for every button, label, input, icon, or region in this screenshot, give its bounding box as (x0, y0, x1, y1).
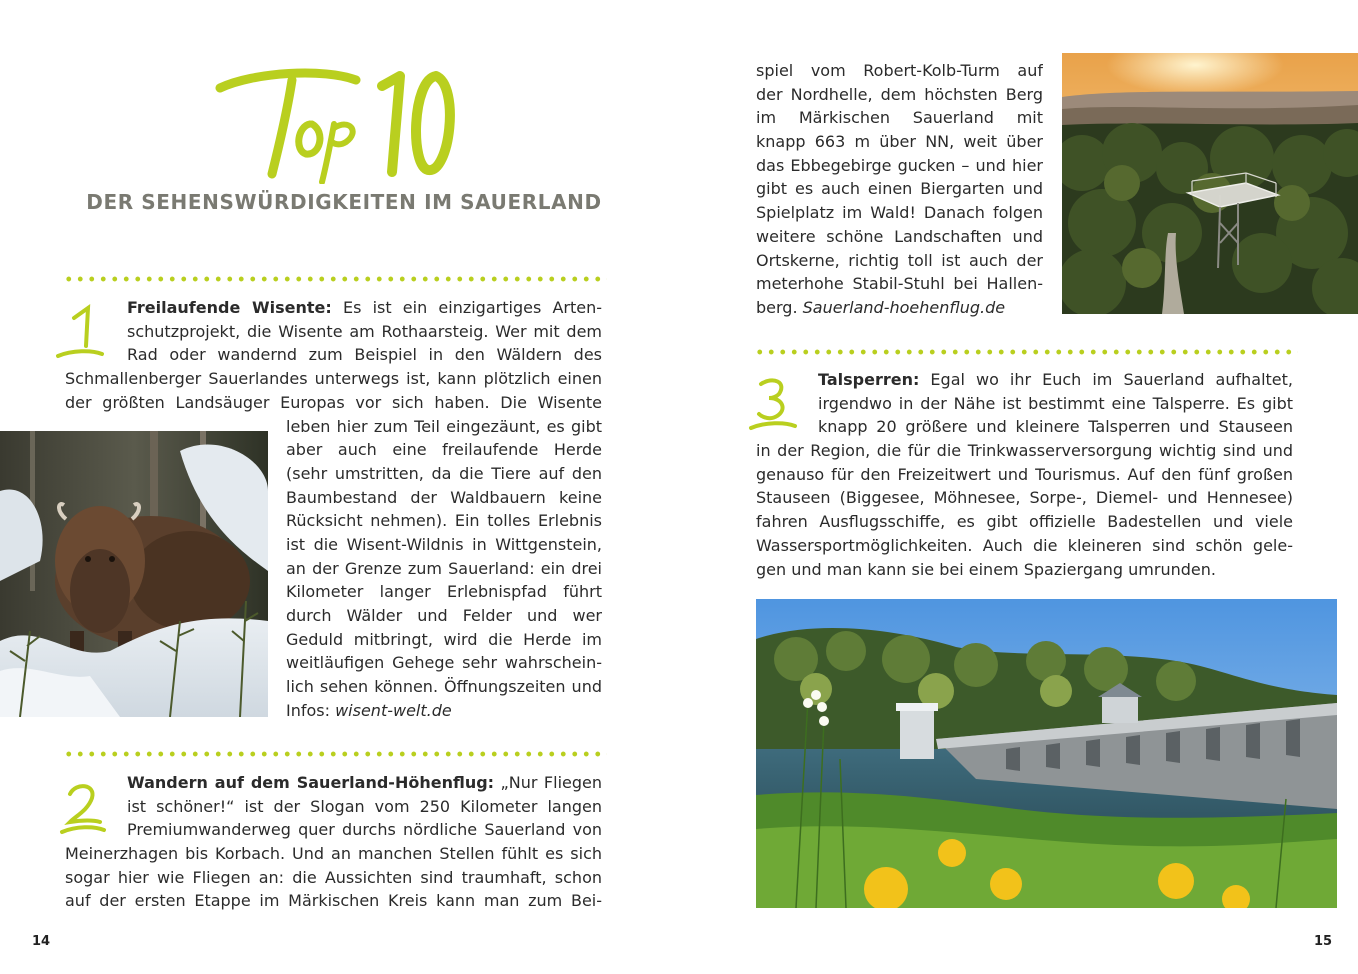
section-2-line: Spielplatz im Wald! Danach folgen (756, 203, 1043, 223)
section-3-line: fahren Ausflugsschiffe, es gibt offizielle Badestellen und viele (756, 512, 1293, 532)
section-1-line: ist die Wisent-Wildnis in Wittgenstein, (286, 534, 602, 554)
section-3-line: knapp 20 größere und kleinere Talsperren und Stauseen (818, 417, 1293, 437)
page-subtitle: DER SEHENSWÜRDIGKEITEN IM SAUERLAND (86, 190, 602, 214)
section-2-line: sogar hier wie Fliegen an: die Aussichten sind traumhaft, schon (65, 867, 602, 887)
section-2-line: das Ebbegebirge gucken – und hier (756, 155, 1043, 175)
section-1-line: schutzprojekt, die Wisente am Rothaarsteig. Wer mit dem (127, 321, 602, 341)
page-number-right: 15 (1314, 934, 1333, 949)
lookout-tower-photo (1062, 53, 1358, 314)
section-2-line: auf der ersten Etappe im Märkischen Kreis kann man zum Bei- (65, 891, 602, 911)
bison-photo (0, 431, 268, 717)
section-3-line: irgendwo in der Nähe ist bestimmt eine Talsperre. Es gibt (818, 393, 1293, 413)
right-page (679, 0, 1358, 974)
section-1-line: der größten Landsäuger Europas vor sich haben. Die Wisente (65, 392, 602, 412)
section-2-line: meterhohe Stabil-Stuhl bei Hallen- (756, 274, 1043, 294)
section-2-line: Premiumwanderweg quer durchs nördliche Sauerland von (127, 820, 602, 840)
top-10-script-title (214, 46, 474, 184)
section-2-line: knapp 663 m über NN, weit über (756, 132, 1043, 152)
section-1-heading: Freilaufende Wisente: (127, 298, 332, 317)
section-1-line: Baumbestand der Waldbauern keine (286, 487, 602, 507)
section-2-line: Ortskerne, richtig toll ist auch der (756, 250, 1043, 270)
dam-photo (756, 599, 1337, 908)
section-1-line: lich sehen können. Öffnungszeiten und (286, 677, 602, 697)
section-3-line: Stauseen (Biggesee, Möhnesee, Sorpe-, Diemel- und Hennesee) (756, 488, 1293, 508)
section-3-text (756, 368, 1293, 581)
section-1-line: Geduld mitbringt, wird die Herde im (286, 629, 602, 649)
dotted-divider (63, 751, 607, 757)
section-3-line: Wassersportmöglichkeiten. Auch die kleineren sind schön gele- (756, 535, 1293, 555)
sauerland-hoehenflug-link[interactable]: Sauerland-hoehenflug.de (802, 297, 1006, 317)
section-1-line: Rücksicht nehmen). Ein tolles Erlebnis (286, 511, 602, 531)
section-1-line: leben hier zum Teil eingezäunt, es gibt (286, 416, 602, 436)
section-1-line: Infos: wisent-welt.de (286, 700, 452, 720)
section-3-line: in der Region, die für die Trinkwasserversorgung wichtig sind und (756, 441, 1293, 461)
section-1-line: Schmallenberger Sauerlandes unterwegs ist, kann plötzlich einen (65, 369, 602, 389)
section-1-line: aber auch eine freilaufende Herde (286, 440, 602, 460)
section-2-line: im Märkischen Sauerland mit (756, 108, 1043, 128)
section-1-line: Rad oder wandernd zum Beispiel in den Wäldern des (127, 345, 602, 365)
dotted-divider (63, 276, 607, 282)
section-3-line: gen und man kann sie bei einem Spaziergang umrunden. (756, 559, 1216, 579)
section-1-line: an der Grenze zum Sauerland: ein drei (286, 558, 602, 578)
section-1-line: weitläufigen Gehege sehr wahrschein- (286, 653, 602, 673)
section-1-line: Freilaufende Wisente: Es ist ein einzigartiges Arten- (127, 298, 602, 317)
section-2-line: spiel vom Robert-Kolb-Turm auf (756, 61, 1043, 80)
page-number-left: 14 (32, 934, 51, 949)
section-2-continued-text (756, 59, 1043, 320)
dotted-divider (754, 349, 1298, 355)
section-1-line: durch Wälder und Felder und wer (286, 606, 602, 625)
section-2-line: der Nordhelle, dem höchsten Berg (756, 84, 1043, 104)
section-3-line: genauso für den Freizeitwert und Tourismus. Auf den fünf großen (756, 464, 1293, 484)
section-2-line: ist schöner!“ ist der Slogan vom 250 Kilometer langen (127, 796, 602, 816)
section-1-line: (sehr umstritten, da die Tiere auf den (286, 463, 602, 483)
section-2-line: Wandern auf dem Sauerland-Höhenflug: „Nur Fliegen (127, 773, 602, 792)
section-2-line: weitere schöne Landschaften und (756, 226, 1043, 246)
section-1-line: Kilometer langer Erlebnispfad führt (286, 582, 602, 602)
section-2-heading: Wandern auf dem Sauerland-Höhenflug: (127, 773, 495, 792)
section-3-line: Talsperren: Egal wo ihr Euch im Sauerland aufhaltet, (818, 370, 1293, 389)
section-2-line: berg. Sauerland-hoehenflug.de (756, 297, 1006, 317)
section-1-text-wrap (286, 415, 602, 723)
wisent-welt-link[interactable]: wisent-welt.de (335, 700, 452, 720)
section-3-heading: Talsperren: (818, 370, 920, 389)
section-2-text (65, 771, 602, 913)
section-2-line: Meinerzhagen bis Korbach. Und an manchen Stellen fühlt es sich (65, 844, 602, 864)
section-2-line: gibt es auch einen Biergarten und (756, 179, 1043, 199)
section-1-text (65, 296, 602, 414)
